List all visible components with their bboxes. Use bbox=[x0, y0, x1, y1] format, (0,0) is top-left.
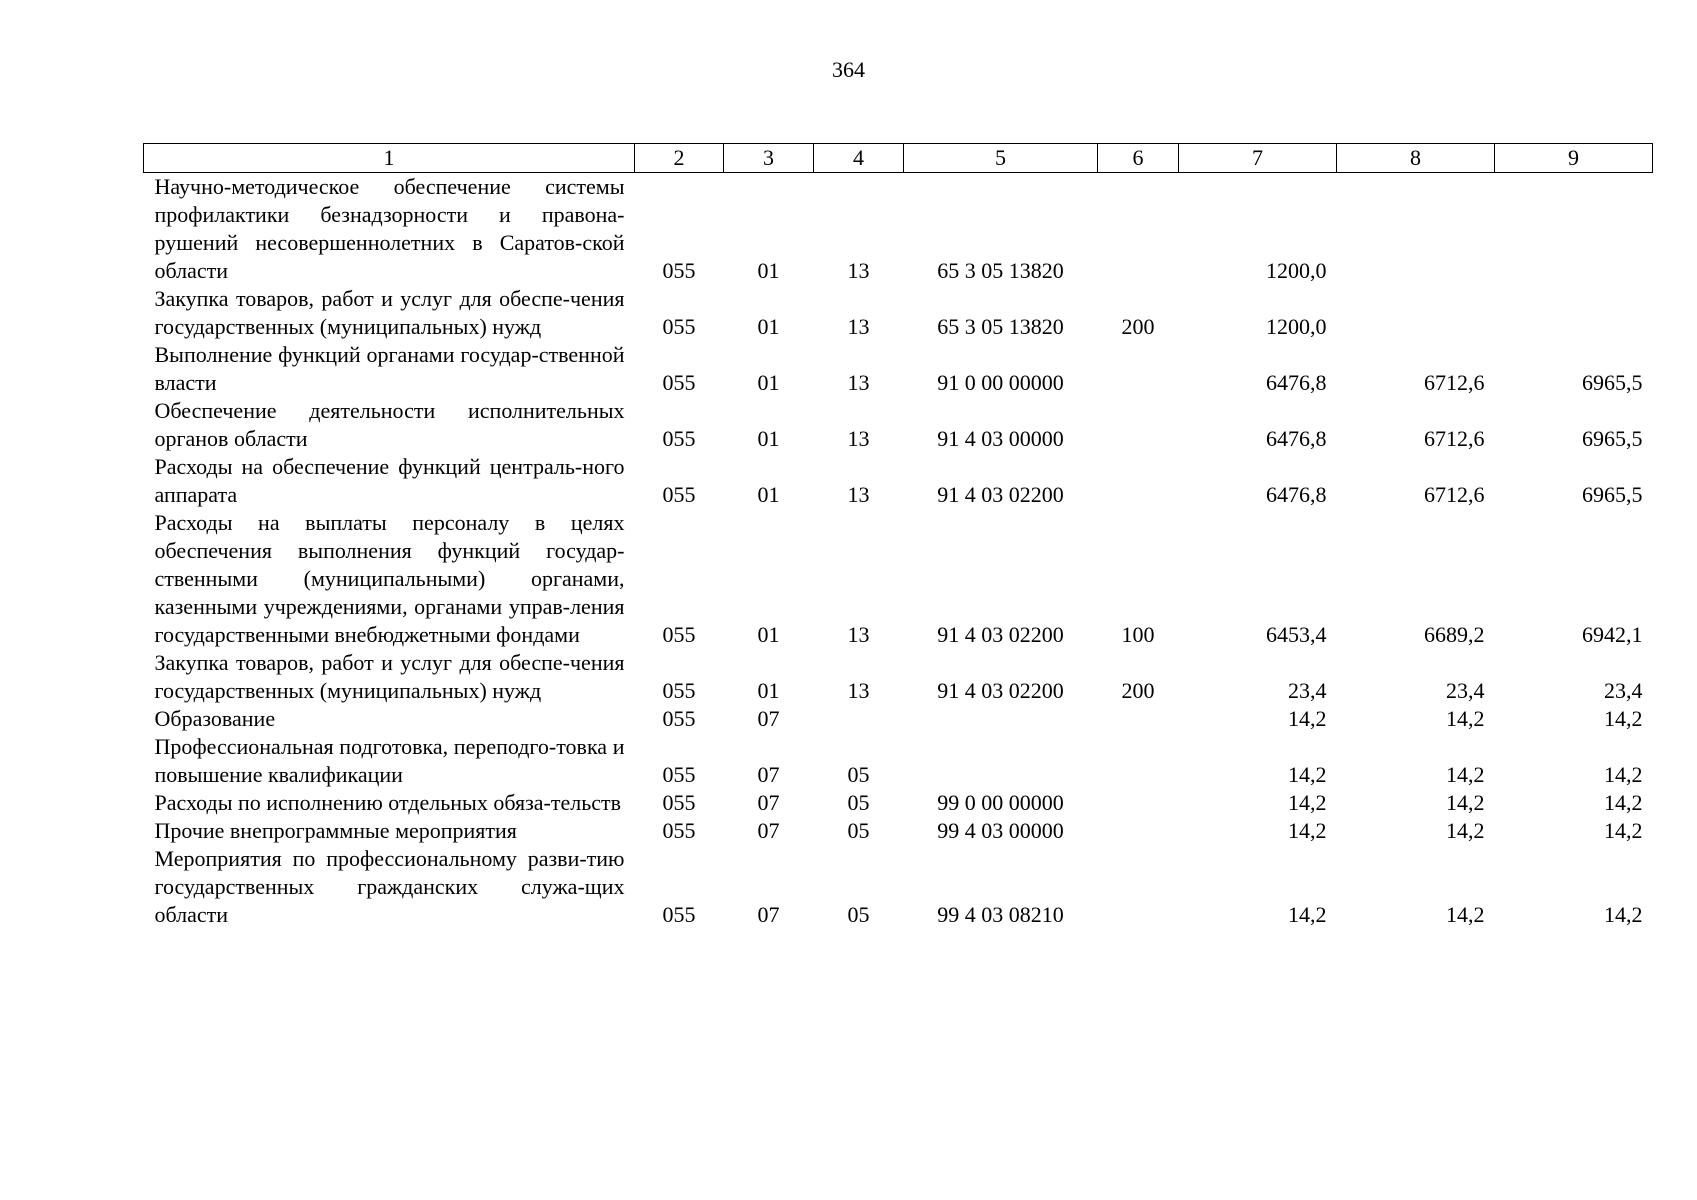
amount-col9-cell bbox=[1495, 173, 1653, 286]
section-code-cell: 01 bbox=[757, 482, 780, 507]
amount-col7-cell: 1200,0 bbox=[1266, 314, 1327, 339]
expense-type-cell bbox=[1098, 341, 1179, 397]
amount-col9-cell: 14,2 bbox=[1604, 902, 1643, 927]
section-code-cell: 01 bbox=[757, 622, 780, 647]
ministry-code-cell: 055 bbox=[662, 482, 696, 507]
amount-col8-cell: 6712,6 bbox=[1424, 370, 1485, 395]
amount-col9-cell: 6965,5 bbox=[1582, 370, 1643, 395]
amount-col9-cell: 14,2 bbox=[1604, 818, 1643, 843]
ministry-code-cell: 055 bbox=[662, 370, 696, 395]
amount-col9-cell bbox=[1495, 285, 1653, 341]
amount-col8-cell bbox=[1337, 285, 1495, 341]
amount-col9-cell: 6942,1 bbox=[1582, 622, 1643, 647]
amount-col8-cell: 14,2 bbox=[1446, 902, 1485, 927]
column-header: 4 bbox=[814, 144, 904, 173]
column-header: 2 bbox=[635, 144, 724, 173]
expense-type-cell bbox=[1098, 397, 1179, 453]
amount-col9-cell: 14,2 bbox=[1604, 762, 1643, 787]
column-header: 7 bbox=[1179, 144, 1337, 173]
target-article-cell: 91 4 03 02200 bbox=[937, 678, 1064, 703]
subsection-code-cell: 13 bbox=[847, 258, 870, 283]
amount-col7-cell: 1200,0 bbox=[1266, 258, 1327, 283]
column-header: 3 bbox=[724, 144, 814, 173]
subsection-code-cell: 13 bbox=[847, 622, 870, 647]
amount-col7-cell: 14,2 bbox=[1288, 706, 1327, 731]
table-row bbox=[144, 733, 1653, 789]
ministry-code-cell: 055 bbox=[662, 818, 696, 843]
row-name-cell: Прочие внепрограммные мероприятия bbox=[154, 818, 517, 843]
expense-type-cell bbox=[1098, 817, 1179, 845]
table-row bbox=[144, 845, 1653, 929]
table-row bbox=[144, 649, 1653, 705]
amount-col7-cell: 6476,8 bbox=[1266, 482, 1327, 507]
amount-col7-cell: 6453,4 bbox=[1266, 622, 1327, 647]
amount-col9-cell: 14,2 bbox=[1604, 790, 1643, 815]
section-code-cell: 01 bbox=[757, 426, 780, 451]
ministry-code-cell: 055 bbox=[662, 762, 696, 787]
subsection-code-cell: 05 bbox=[847, 790, 870, 815]
target-article-cell: 99 4 03 00000 bbox=[937, 818, 1064, 843]
row-name-cell: Расходы по исполнению отдельных обяза-тельств bbox=[154, 790, 622, 815]
table-row bbox=[144, 285, 1653, 341]
amount-col8-cell: 6712,6 bbox=[1424, 482, 1485, 507]
target-article-cell: 99 4 03 08210 bbox=[937, 902, 1064, 927]
amount-col8-cell: 14,2 bbox=[1446, 790, 1485, 815]
budget-table bbox=[143, 143, 1653, 929]
ministry-code-cell: 055 bbox=[662, 706, 696, 731]
subsection-code-cell: 05 bbox=[847, 818, 870, 843]
row-name-cell: Расходы на выплаты персоналу в целях обеспечения выполнения функций государ-ственными (муниципальными) органами, казенными учреждениями, органами управ-ления государственными внебюджетными фондами bbox=[154, 510, 625, 647]
subsection-code-cell: 13 bbox=[847, 426, 870, 451]
section-code-cell: 07 bbox=[757, 790, 780, 815]
expense-type-cell bbox=[1098, 845, 1179, 929]
amount-col7-cell: 14,2 bbox=[1288, 762, 1327, 787]
subsection-code-cell: 13 bbox=[847, 314, 870, 339]
expense-type-cell: 200 bbox=[1121, 314, 1155, 339]
table-row bbox=[144, 789, 1653, 817]
expense-type-cell bbox=[1098, 173, 1179, 286]
target-article-cell: 91 4 03 02200 bbox=[937, 482, 1064, 507]
section-code-cell: 07 bbox=[757, 762, 780, 787]
table-row bbox=[144, 173, 1653, 286]
ministry-code-cell: 055 bbox=[662, 678, 696, 703]
section-code-cell: 01 bbox=[757, 258, 780, 283]
ministry-code-cell: 055 bbox=[662, 790, 696, 815]
ministry-code-cell: 055 bbox=[662, 258, 696, 283]
ministry-code-cell: 055 bbox=[662, 426, 696, 451]
amount-col8-cell: 6712,6 bbox=[1424, 426, 1485, 451]
section-code-cell: 01 bbox=[757, 314, 780, 339]
amount-col9-cell: 14,2 bbox=[1604, 706, 1643, 731]
section-code-cell: 01 bbox=[757, 370, 780, 395]
row-name-cell: Выполнение функций органами государ-ственной власти bbox=[154, 342, 625, 395]
amount-col8-cell: 14,2 bbox=[1446, 818, 1485, 843]
row-name-cell: Закупка товаров, работ и услуг для обеспе-чения государственных (муниципальных) нужд bbox=[154, 650, 625, 703]
table-row bbox=[144, 705, 1653, 733]
row-name-cell: Профессиональная подготовка, переподго-товка и повышение квалификации bbox=[154, 734, 625, 787]
section-code-cell: 01 bbox=[757, 678, 780, 703]
section-code-cell: 07 bbox=[757, 818, 780, 843]
amount-col9-cell: 6965,5 bbox=[1582, 482, 1643, 507]
subsection-code-cell: 05 bbox=[847, 902, 870, 927]
subsection-code-cell: 05 bbox=[847, 762, 870, 787]
table-row bbox=[144, 397, 1653, 453]
ministry-code-cell: 055 bbox=[662, 314, 696, 339]
amount-col7-cell: 14,2 bbox=[1288, 790, 1327, 815]
amount-col7-cell: 6476,8 bbox=[1266, 426, 1327, 451]
amount-col7-cell: 14,2 bbox=[1288, 818, 1327, 843]
expense-type-cell bbox=[1098, 453, 1179, 509]
column-header: 1 bbox=[144, 144, 635, 173]
subsection-code-cell: 13 bbox=[847, 370, 870, 395]
section-code-cell: 07 bbox=[757, 706, 780, 731]
subsection-code-cell: 13 bbox=[847, 678, 870, 703]
table-row bbox=[144, 509, 1653, 649]
row-name-cell: Научно-методическое обеспечение системы профилактики безнадзорности и правона-рушений несовершеннолетних в Саратов-ской области bbox=[154, 174, 625, 283]
target-article-cell bbox=[904, 705, 1098, 733]
amount-col8-cell: 14,2 bbox=[1446, 706, 1485, 731]
target-article-cell: 91 4 03 02200 bbox=[937, 622, 1064, 647]
column-header: 6 bbox=[1098, 144, 1179, 173]
expense-type-cell bbox=[1098, 705, 1179, 733]
target-article-cell: 91 0 00 00000 bbox=[937, 370, 1064, 395]
row-name-cell: Расходы на обеспечение функций централь-ного аппарата bbox=[154, 454, 625, 507]
amount-col9-cell: 23,4 bbox=[1604, 678, 1643, 703]
target-article-cell: 65 3 05 13820 bbox=[937, 258, 1064, 283]
target-article-cell: 65 3 05 13820 bbox=[937, 314, 1064, 339]
column-header: 5 bbox=[904, 144, 1098, 173]
subsection-code-cell: 13 bbox=[847, 482, 870, 507]
table-row bbox=[144, 341, 1653, 397]
amount-col8-cell: 23,4 bbox=[1446, 678, 1485, 703]
ministry-code-cell: 055 bbox=[662, 902, 696, 927]
expense-type-cell bbox=[1098, 733, 1179, 789]
table-body bbox=[144, 173, 1653, 930]
amount-col7-cell: 23,4 bbox=[1288, 678, 1327, 703]
amount-col9-cell: 6965,5 bbox=[1582, 426, 1643, 451]
subsection-code-cell bbox=[814, 705, 904, 733]
amount-col8-cell bbox=[1337, 173, 1495, 286]
row-name-cell: Образование bbox=[154, 706, 276, 731]
amount-col8-cell: 6689,2 bbox=[1424, 622, 1485, 647]
column-header: 8 bbox=[1337, 144, 1495, 173]
page-number: 364 bbox=[832, 57, 865, 82]
amount-col8-cell: 14,2 bbox=[1446, 762, 1485, 787]
expense-type-cell bbox=[1098, 789, 1179, 817]
ministry-code-cell: 055 bbox=[662, 622, 696, 647]
amount-col7-cell: 14,2 bbox=[1288, 902, 1327, 927]
row-name-cell: Обеспечение деятельности исполнительных органов области bbox=[154, 398, 625, 451]
column-header: 9 bbox=[1495, 144, 1653, 173]
amount-col7-cell: 6476,8 bbox=[1266, 370, 1327, 395]
target-article-cell bbox=[904, 733, 1098, 789]
expense-type-cell: 100 bbox=[1121, 622, 1155, 647]
row-name-cell: Закупка товаров, работ и услуг для обеспе-чения государственных (муниципальных) нужд bbox=[154, 286, 625, 339]
row-name-cell: Мероприятия по профессиональному разви-тию государственных гражданских служа-щих области bbox=[154, 846, 625, 927]
header-row bbox=[144, 144, 1653, 173]
section-code-cell: 07 bbox=[757, 902, 780, 927]
expense-type-cell: 200 bbox=[1121, 678, 1155, 703]
table-row bbox=[144, 453, 1653, 509]
table-row bbox=[144, 817, 1653, 845]
target-article-cell: 91 4 03 00000 bbox=[937, 426, 1064, 451]
target-article-cell: 99 0 00 00000 bbox=[937, 790, 1064, 815]
